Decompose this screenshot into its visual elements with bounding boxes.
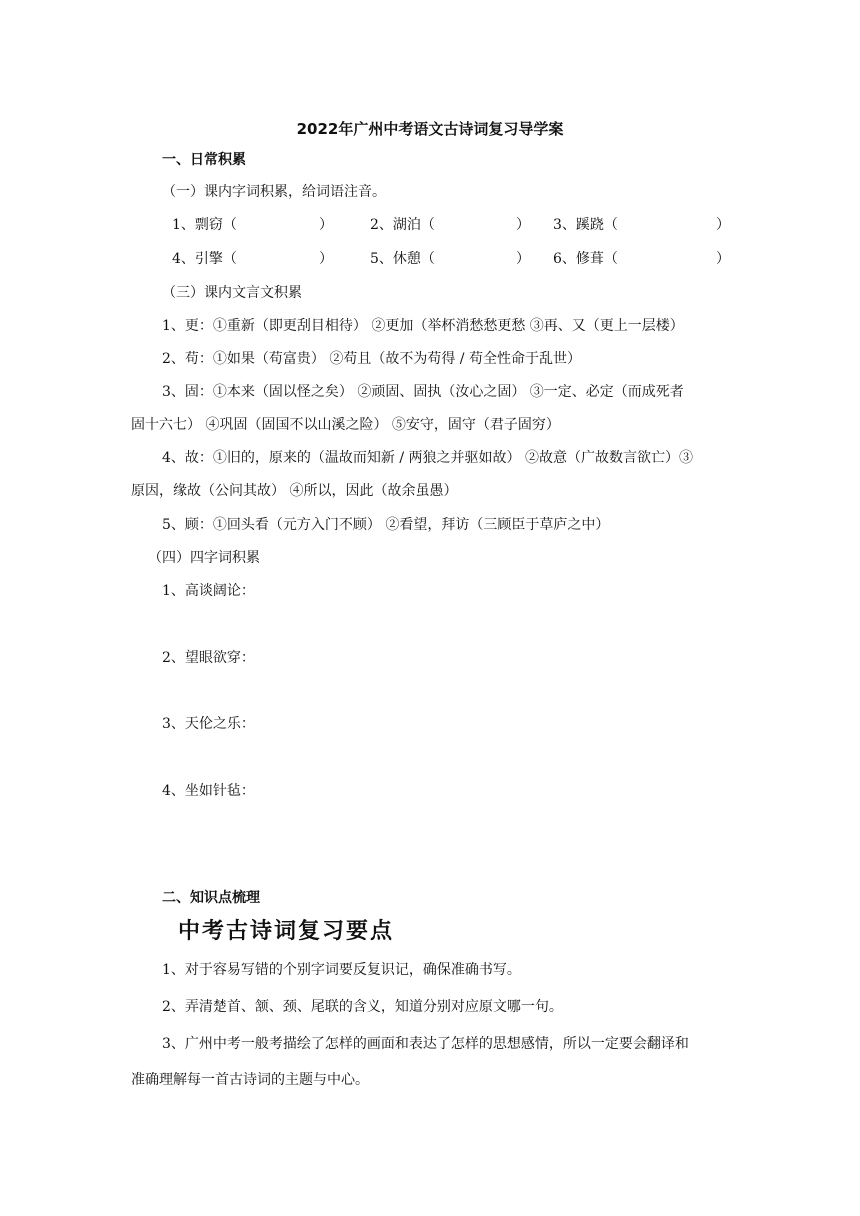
subsection-idioms-heading: （四）四字词积累: [148, 550, 260, 566]
pinyin-item: 2、湖泊（: [370, 217, 435, 233]
pinyin-item: 5、休憩（: [370, 251, 435, 267]
idiom-item: 2、望眼欲穿：: [162, 650, 255, 666]
pinyin-item: 4、引擎（: [172, 251, 237, 267]
review-point: 1、对于容易写错的个别字词要反复识记，确保准确书写。: [162, 962, 521, 978]
pinyin-blank-close: ）: [716, 217, 730, 233]
pinyin-blank-close: ）: [516, 251, 530, 267]
wenyan-line: 4、故：①旧的，原来的（温故而知新 / 两狼之并驱如故） ②故意（广故数言欲亡）③: [162, 450, 693, 466]
idiom-item: 3、天伦之乐：: [162, 716, 255, 732]
subsection-vocab-heading: （一）课内字词积累，给词语注音。: [162, 184, 386, 200]
wenyan-line: 2、苟：①如果（苟富贵） ②苟且（故不为苟得 / 苟全性命于乱世）: [162, 351, 581, 367]
wenyan-line: 原因，缘故（公问其故） ④所以，因此（故余虽愚）: [131, 483, 458, 499]
pinyin-blank-close: ）: [516, 217, 530, 233]
pinyin-item: 6、修葺（: [553, 251, 618, 267]
wenyan-line: 5、顾：①回头看（元方入门不顾） ②看望，拜访（三顾臣于草庐之中）: [162, 517, 610, 533]
review-point: 准确理解每一首古诗词的主题与中心。: [131, 1072, 369, 1088]
wenyan-line: 3、固：①本来（固以怪之矣） ②顽固、固执（汝心之固） ③一定、必定（而成死者: [162, 384, 684, 400]
pinyin-item: 3、蹊跷（: [553, 217, 618, 233]
wenyan-line: 1、更：①重新（即更刮目相待） ②更加（举杯消愁愁更愁 ③再、又（更上一层楼）: [162, 318, 684, 334]
pinyin-blank-close: ）: [319, 217, 333, 233]
section2-heading: 二、知识点梳理: [162, 890, 260, 906]
document-title: 2022年广州中考语文古诗词复习导学案: [296, 120, 564, 138]
idiom-item: 1、高谈阔论：: [162, 583, 255, 599]
review-point: 3、广州中考一般考描绘了怎样的画面和表达了怎样的思想感情，所以一定要会翻译和: [162, 1036, 689, 1052]
pinyin-item: 1、剽窃（: [172, 217, 237, 233]
idiom-item: 4、坐如针毡：: [162, 783, 255, 799]
review-points-title: 中考古诗词复习要点: [178, 918, 395, 944]
pinyin-blank-close: ）: [716, 251, 730, 267]
pinyin-blank-close: ）: [319, 251, 333, 267]
wenyan-line: 固十六七） ④巩固（固国不以山溪之险） ⑤安守，固守（君子固穷）: [131, 417, 560, 433]
review-point: 2、弄清楚首、颔、颈、尾联的含义，知道分别对应原文哪一句。: [162, 999, 563, 1015]
section1-heading: 一、日常积累: [162, 152, 246, 168]
subsection-wenyan-heading: （三）课内文言文积累: [162, 285, 302, 301]
